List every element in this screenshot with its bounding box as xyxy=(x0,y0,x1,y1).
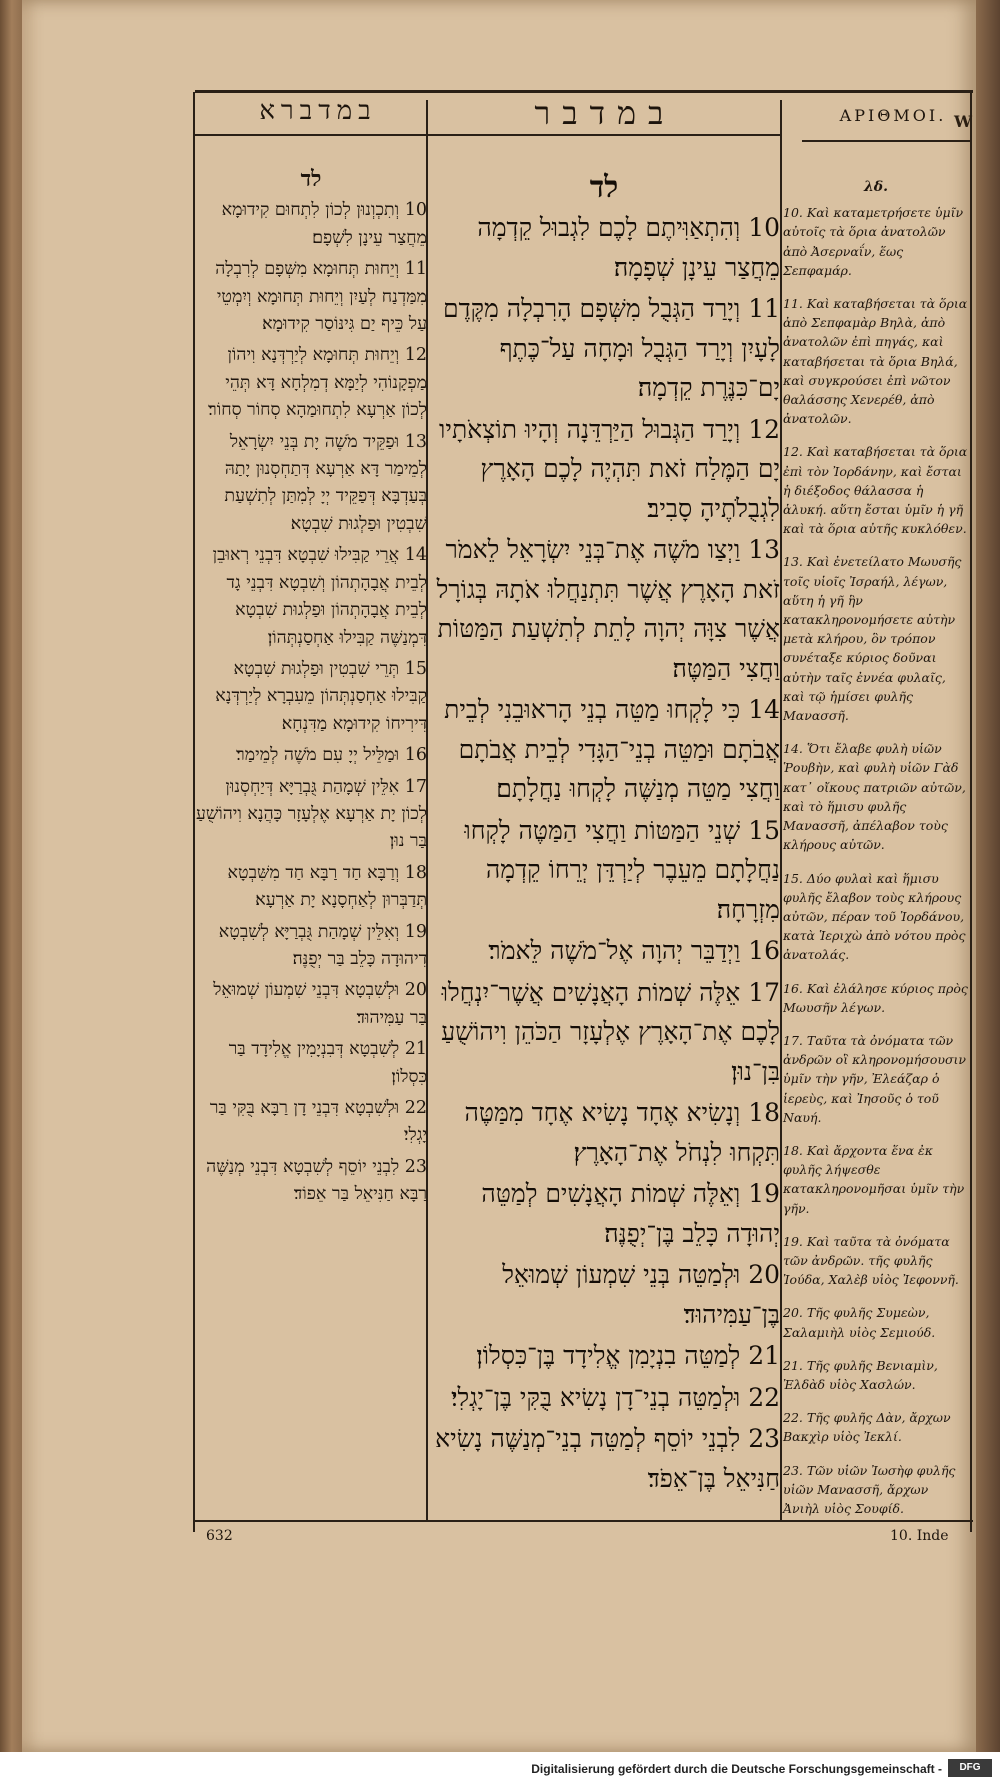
targum-verse: 16 וּמַלֵּיל יְיָ עִם מֹשֶׁה לְמֵימַר׃ xyxy=(236,745,427,766)
footer-bar xyxy=(0,1752,1000,1782)
targum-chapter-number: לד xyxy=(300,166,322,192)
masoretic-header: במדבר xyxy=(534,94,676,132)
header-rule-masoretic xyxy=(428,134,780,136)
greek-verse: 20. Τῆς φυλῆς Συμεὼν, Σαλαμιὴλ υἱὸς Σεμιούδ. xyxy=(783,1305,936,1340)
greek-verse: 23. Τῶν υἱῶν Ἰωσὴφ φυλῆς υἱῶν Μανασσῆ, ἄρχων Ἀνιὴλ υἱὸς Σουφίδ. xyxy=(783,1462,956,1516)
masoretic-verse: 16 וַיְדַבֵּר יְהוָה אֶל־מֹשֶׁה לֵּאמֹר׃ xyxy=(488,936,780,965)
targum-verse: 14 אֲרֵי קַבִּילוּ שִׁבְטָא דִּבְנֵי רְאוּבֵן לְבֵית אֲבָהָתְהוֹן וְשִׁבְטָא דִּבְנֵי גָד לְבֵית אֲבָהָתְהוֹן וּפַלְגוּת שִׁבְטָא דִּמְנַשֶּׁה קַבִּילוּ אַחְסַנְתְּהוֹן׃ xyxy=(212,545,427,648)
greek-verse: 10. Καὶ καταμετρήσετε ὑμῖν αὐτοῖς τὰ ὅρια ἀνατολῶν ἀπὸ Ἀσερναΐν, ἕως Σεπφαμάρ. xyxy=(783,205,964,278)
targum-verse: 12 וְיֵחוּת תְּחוּמָא לְיַרְדְּנָא וִיהוֹן מַפְקָנוֹהִי לְיַמָּא דְמִלְחָא דָּא תְּהֵי לְכוֹן אַרְעָא לִתְחוּמַהָא סְחוֹר סְחוֹר׃ xyxy=(208,345,427,421)
targum-verse: 10 וְתִכְוְנוּן לְכוֹן לִתְחוּם קִידוּמָא מֵחֲצַר עֵינָן לִשְׁפָם׃ xyxy=(221,200,427,248)
greek-column xyxy=(783,178,969,1518)
greek-verse: 11. Καὶ καταβήσεται τὰ ὅρια ἀπὸ Σεπφαμὰρ Βηλὰ, ἀπὸ ἀνατολῶν ἐπὶ πηγάς, καὶ καταβήσεται τὰ ὅρια Βηλά, καὶ συγκρούσει ἐπὶ νῶτον θαλάσσης Χενερέθ, ἀπὸ ἀνατολῶν. xyxy=(783,296,968,427)
targum-verse: 22 וּלְשִׁבְטָא דִּבְנֵי דָן רַבָּא בֻּקִּי בַּר יָגְלִי׃ xyxy=(209,1098,427,1146)
greek-verse: 16. Καὶ ἐλάλησε κύριος πρὸς Μωυσῆν λέγων. xyxy=(783,980,968,1015)
book-edge-right xyxy=(976,0,1000,1752)
masoretic-column xyxy=(428,170,780,1520)
targum-verse: 15 תְּרֵי שִׁבְטִין וּפַלְגוּת שִׁבְטָא קַבִּילוּ אַחְסַנְתְּהוֹן מֵעִבְרָא לְיַרְדְּנָא דִּירִיחוֹ קִידוּמָא מַדִּנְחָא׃ xyxy=(215,658,427,734)
masoretic-verse: 21 לְמַטֵּה בִנְיָמִן אֱלִידָד בֶּן־כִּסְלוֹן׃ xyxy=(476,1341,780,1370)
greek-verse: 14. Ὅτι ἔλαβε φυλὴ υἱῶν Ῥουβὴν, καὶ φυλὴ υἱῶν Γὰδ κατ᾽ οἴκους πατριῶν αὐτῶν, καὶ τὸ ἥμισυ φυλῆς Μανασσῆ, ἀπέλαβον τοὺς κλήρους αὐτῶν. xyxy=(783,741,966,853)
masoretic-verse: 10 וְהִתְאַוִּיתֶם לָכֶם לִגְבוּל קֵדְמָה מֵחֲצַר עֵינָן שְׁפָמָה׃ xyxy=(477,213,780,282)
masoretic-verse: 19 וְאֵלֶּה שְׁמוֹת הָאֲנָשִׁים לְמַטֵּה יְהוּדָה כָּלֵב בֶּן־יְפֻנֶּה׃ xyxy=(481,1179,780,1248)
masoretic-verse: 22 וּלְמַטֵּה בְנֵי־דָן נָשִׂיא בֻּקִּי בֶּן־יָגְלִי׃ xyxy=(450,1382,780,1412)
targum-verse: 23 לִבְנֵי יוֹסֵף לְשִׁבְטָא דִּבְנֵי מְנַשֶּׁה רַבָּא חַנִּיאֵל בַּר אֵפוֹד׃ xyxy=(206,1156,427,1205)
masoretic-verse: 20 וּלְמַטֵּה בְּנֵי שִׁמְעוֹן שְׁמוּאֵל בֶּן־עַמִּיהוּד׃ xyxy=(502,1260,780,1329)
page-number: 632 xyxy=(206,1528,233,1544)
dfg-logo[interactable]: DFG xyxy=(948,1759,992,1777)
greek-verse: 19. Καὶ ταῦτα τὰ ὀνόματα τῶν ἀνδρῶν. τῆς φυλῆς Ἰούδα, Χαλὲβ υἱὸς Ἰεφοννῆ. xyxy=(783,1233,959,1288)
header-rule-greek xyxy=(802,140,972,142)
greek-verse: 22. Τῆς φυλῆς Δὰν, ἄρχων Βακχὶρ υἱὸς Ἰεκλί. xyxy=(783,1410,951,1445)
masoretic-verse: 17 אֵלֶּה שְׁמוֹת הָאֲנָשִׁים אֲשֶׁר־יִנְחֲלוּ לָכֶם אֶת־הָאָרֶץ אֶלְעָזָר הַכֹּהֵן וִיהוֹשֻׁעַ בִּן־נוּן׃ xyxy=(441,977,780,1086)
masoretic-chapter-number: לד xyxy=(589,170,619,205)
targum-column xyxy=(195,166,427,1506)
targum-verse: 13 וּפַקֵּיד מֹשֶׁה יָת בְּנֵי יִשְׂרָאֵל לְמֵימַר דָּא אַרְעָא דְּתַחְסְנוּן יָתַהּ בְּעַדְבָּא דְּפַקֵּיד יְיָ לְמִתַּן לְתִשְׁעַת שִׁבְטִין וּפַלְגוּת שִׁבְטָא׃ xyxy=(224,431,427,534)
greek-verse: 13. Καὶ ἐνετείλατο Μωυσῆς τοῖς υἱοῖς Ἰσραήλ, λέγων, αὕτη ἡ γῆ ἣν κατακληρονομήσετε αὐτὴν μετὰ κλήρου, ὃν τρόπον συνέταξε κύριος δοῦναι αὐτὴν ταῖς ἐννέα φυλαῖς, καὶ τῷ ἡμίσει φυλῆς Μανασσῆ. xyxy=(783,554,962,724)
targum-verse: 18 וְרַבָּא חַד רַבָּא חַד מִשִּׁבְטָא תְּדַבְּרוּן לְאַחְסָנָא יָת אַרְעָא׃ xyxy=(227,862,427,911)
greek-verse: 21. Τῆς φυλῆς Βενιαμὶν, Ἐλδὰδ υἱὸς Χασλών. xyxy=(783,1357,938,1392)
catchword: 10. Inde xyxy=(890,1528,949,1544)
masoretic-verse: 18 וְנָשִׂיא אֶחָד נָשִׂיא אֶחָד מִמַּטֶּה תִּקְחוּ לִנְחֹל אֶת־הָאָרֶץ׃ xyxy=(464,1098,780,1167)
masoretic-verse: 14 כִּי לָקְחוּ מַטֵּה בְנֵי הָראוּבֵנִי לְבֵית אֲבֹתָם וּמַטֵּה בְנֵי־הַגָּדִי לְבֵית אֲבֹתָם וַחֲצִי מַטֵּה מְנַשֶּׁה לָקְחוּ נַחֲלָתָם׃ xyxy=(444,695,780,803)
greek-header: ΑΡΙΘΜΟΙ. xyxy=(839,106,947,125)
masoretic-verse: 15 שְׁנֵי הַמַּטּוֹת וַחֲצִי הַמַּטֶּה לָקְחוּ נַחֲלָתָם מֵעֵבֶר לְיַרְדֵּן יְרֵחוֹ קֵדְמָה מִזְרָחָה׃ xyxy=(464,815,780,924)
header-rule-targum xyxy=(195,134,427,136)
top-frame-rule xyxy=(195,90,973,93)
greek-verse: 15. Δύο φυλαὶ καὶ ἥμισυ φυλῆς ἔλαβον τοὺς κλήρους αὐτῶν, πέραν τοῦ Ἰορδάνου, κατὰ Ἱεριχὼ ἀπὸ νότου πρὸς ἀνατολάς. xyxy=(783,870,966,963)
targum-header: במדברא xyxy=(259,96,377,126)
greek-verse: 18. Καὶ ἄρχοντα ἕνα ἐκ φυλῆς λήψεσθε κατακληρονομῆσαι ὑμῖν τὴν γῆν. xyxy=(783,1142,965,1216)
targum-verse: 17 אִלֵּין שְׁמָהַת גֻּבְרַיָּא דְּיַחְסְנוּן לְכוֹן יָת אַרְעָא אֶלְעָזָר כָּהֲנָא וִיהוֹשֻׁעַ בַּר נוּן׃ xyxy=(195,776,427,852)
greek-verse: 12. Καὶ καταβήσεται τὰ ὅρια ἐπὶ τὸν Ἰορδάνην, καὶ ἔσται ἡ διέξοδος θάλασσα ἡ ἁλυκή. αὕτη ἔσται ὑμῖν ἡ γῆ καὶ τὰ ὅρια αὐτῆς κυκλόθεν. xyxy=(783,444,968,537)
right-outer-rule xyxy=(970,92,972,1532)
greek-verse: 17. Ταῦτα τὰ ὀνόματα τῶν ἀνδρῶν οἳ κληρονομήσουσιν ὑμῖν τὴν γῆν, Ἐλεάζαρ ὁ ἱερεὺς, καὶ Ἰησοῦς ὁ τοῦ Ναυή. xyxy=(783,1032,966,1125)
corner-catch-letter: W xyxy=(954,112,972,131)
column-divider-right xyxy=(780,100,782,1520)
bottom-frame-rule xyxy=(195,1520,973,1522)
masoretic-verse: 13 וַיְצַו מֹשֶׁה אֶת־בְּנֵי יִשְׂרָאֵל לֵאמֹר זֹאת הָאָרֶץ אֲשֶׁר תִּתְנַחֲלוּ אֹתָהּ בְּגוֹרָל אֲשֶׁר צִוָּה יְהוָה לָתֵת לְתִשְׁעַת הַמַּטּוֹת וַחֲצִי הַמַּטֶּה׃ xyxy=(436,535,780,683)
targum-verse: 20 וּלְשִׁבְטָא דִּבְנֵי שִׁמְעוֹן שְׁמוּאֵל בַּר עַמִּיהוּד׃ xyxy=(213,980,427,1028)
masoretic-verse: 23 לִבְנֵי יוֹסֵף לְמַטֵּה בְנֵי־מְנַשֶּׁה נָשִׂיא חַנִּיאֵל בֶּן־אֵפֹד׃ xyxy=(435,1424,780,1493)
masoretic-verse: 11 וְיָרַד הַגְּבֻל מִשְּׁפָם הָרִבְלָה מִקֶּדֶם לָעָיִן וְיָרַד הַגְּבֻל וּמָחָה עַל־כֶּתֶף יָם־כִּנֶּרֶת קֵדְמָה׃ xyxy=(442,294,780,402)
targum-verse: 19 וְאִלֵּין שְׁמָהַת גֻּבְרַיָּא לְשִׁבְטָא דִיהוּדָה כָּלֵב בַּר יְפֻנֶּה׃ xyxy=(218,921,427,969)
greek-chapter-number: λδ. xyxy=(863,179,889,195)
footer-funding-text: Digitalisierung gefördert durch die Deutsche Forschungsgemeinschaft - xyxy=(531,1762,942,1776)
targum-verse: 11 וְיֵחוּת תְּחוּמָא מִשְּׁפָם לְרִבְלָה מִמַּדְנַח לְעַיִן וְיֵחוּת תְּחוּמָא וְיִמְטֵי עַל כֵּיף יַם גִּינּוֹסַר קִידוּמָא׃ xyxy=(215,259,427,335)
targum-verse: 21 לְשִׁבְטָא דְּבִנְיָמִין אֱלִידָד בַּר כִּסְלוֹן׃ xyxy=(228,1039,427,1087)
masoretic-verse: 12 וְיָרַד הַגְּבוּל הַיַּרְדֵּנָה וְהָיוּ תוֹצְאֹתָיו יָם הַמֶּלַח זֹאת תִּהְיֶה לָכֶם הָאָרֶץ לִגְבֻלֹתֶיהָ סָבִיב׃ xyxy=(439,414,780,523)
